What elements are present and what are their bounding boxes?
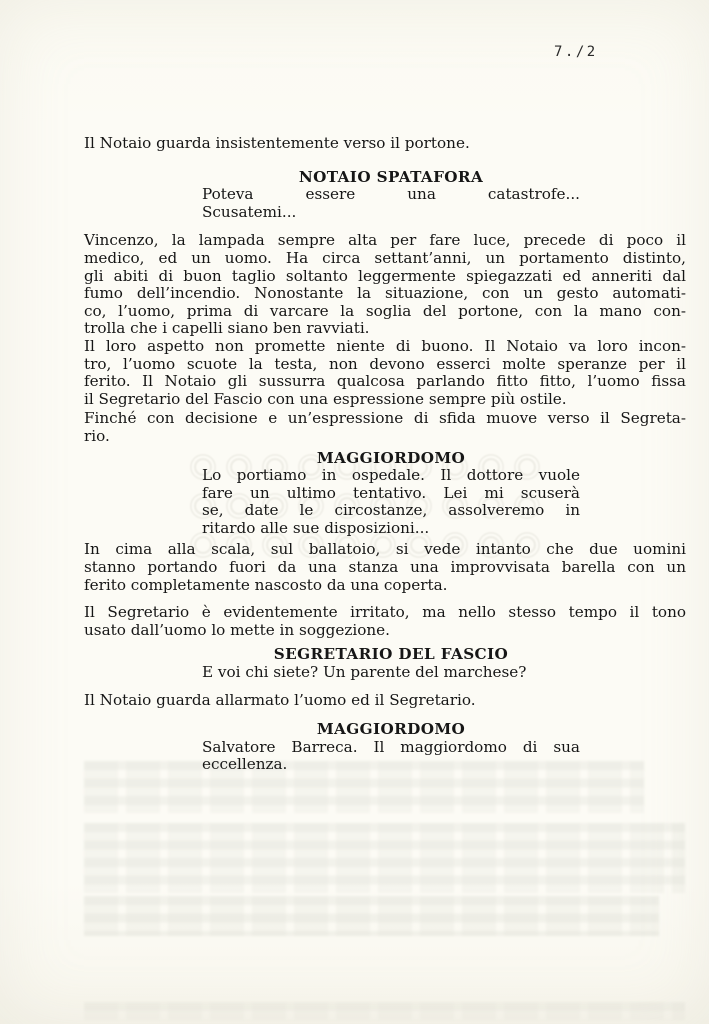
action-line: Finché con decisione e un’espressione di sfida muove verso il Segreta- xyxy=(84,409,686,428)
dialogue-line: Salvatore Barreca. Il maggiordomo di sua xyxy=(202,737,580,756)
dialogue-line: fare un ultimo tentativo. Lei mi scuserà xyxy=(202,483,580,502)
dialogue-line: Lo portiamo in ospedale. Il dottore vuole xyxy=(202,466,580,485)
action-line: medico, ed un uomo. Ha circa settant’anni, un portamento distinto, xyxy=(84,248,686,267)
action-line: Il Notaio guarda allarmato l’uomo ed il Segretario. xyxy=(84,690,476,709)
action-line: co, l’uomo, prima di varcare la soglia del portone, con la mano con- xyxy=(84,301,686,320)
action-line: Vincenzo, la lampada sempre alta per fare luce, precede di poco il xyxy=(84,231,686,250)
action-paragraph xyxy=(84,232,686,408)
action-paragraph xyxy=(84,135,686,153)
dialogue-block xyxy=(202,646,580,681)
action-line: il Segretario del Fascio con una espressione sempre più ostile. xyxy=(84,389,567,408)
bleedthrough-text-artifact xyxy=(84,896,659,936)
dialogue-line: ritardo alle sue disposizioni... xyxy=(202,518,430,537)
action-line: Il loro aspetto non promette niente di buono. Il Notaio va loro incon- xyxy=(84,336,686,355)
action-paragraph xyxy=(84,604,686,639)
action-line: Il Segretario è evidentemente irritato, ma nello stesso tempo il tono xyxy=(84,603,686,622)
dialogue-block xyxy=(202,169,580,222)
action-paragraph xyxy=(84,692,686,710)
character-name: MAGGIORDOMO xyxy=(316,448,466,467)
character-name: NOTAIO SPATAFORA xyxy=(298,167,484,186)
action-line: rio. xyxy=(84,426,110,445)
dialogue-line: eccellenza. xyxy=(202,755,288,774)
bleedthrough-text-artifact xyxy=(84,1002,685,1020)
dialogue-line: Scusatemi... xyxy=(202,202,297,221)
dialogue-line: Poteva essere una catastrofe... xyxy=(202,185,580,204)
page-number: 7./2 xyxy=(554,44,598,60)
character-name: MAGGIORDOMO xyxy=(316,720,466,739)
dialogue-block xyxy=(202,450,580,538)
dialogue-block xyxy=(202,721,580,774)
dialogue-line: E voi chi siete? Un parente del marchese? xyxy=(202,663,527,682)
action-line: fumo dell’incendio. Nonostante la situazione, con un gesto automati- xyxy=(84,284,686,303)
action-line: Il Notaio guarda insistentemente verso il portone. xyxy=(84,134,470,152)
dialogue-line: se, date le circostanze, assolveremo in xyxy=(202,501,580,520)
bleedthrough-text-artifact xyxy=(84,823,685,893)
action-line: ferito completamente nascosto da una coperta. xyxy=(84,575,448,594)
script-text-column xyxy=(84,135,686,774)
action-line: trolla che i capelli siano ben ravviati. xyxy=(84,319,370,338)
action-line: gli abiti di buon taglio soltanto leggermente spiegazzati ed anneriti dal xyxy=(84,266,686,285)
action-line: stanno portando fuori da una stanza una improvvisata barella con un xyxy=(84,558,686,577)
action-paragraph xyxy=(84,541,686,594)
action-line: tro, l’uomo scuote la testa, non devono esserci molte speranze per il xyxy=(84,354,686,373)
action-line: ferito. Il Notaio gli sussurra qualcosa parlando fitto fitto, l’uomo fissa xyxy=(84,372,686,391)
action-line: In cima alla scala, sul ballatoio, si vede intanto che due uomini xyxy=(84,540,686,559)
action-line: usato dall’uomo lo mette in soggezione. xyxy=(84,620,390,639)
action-paragraph xyxy=(84,410,686,445)
character-name: SEGRETARIO DEL FASCIO xyxy=(273,645,509,664)
